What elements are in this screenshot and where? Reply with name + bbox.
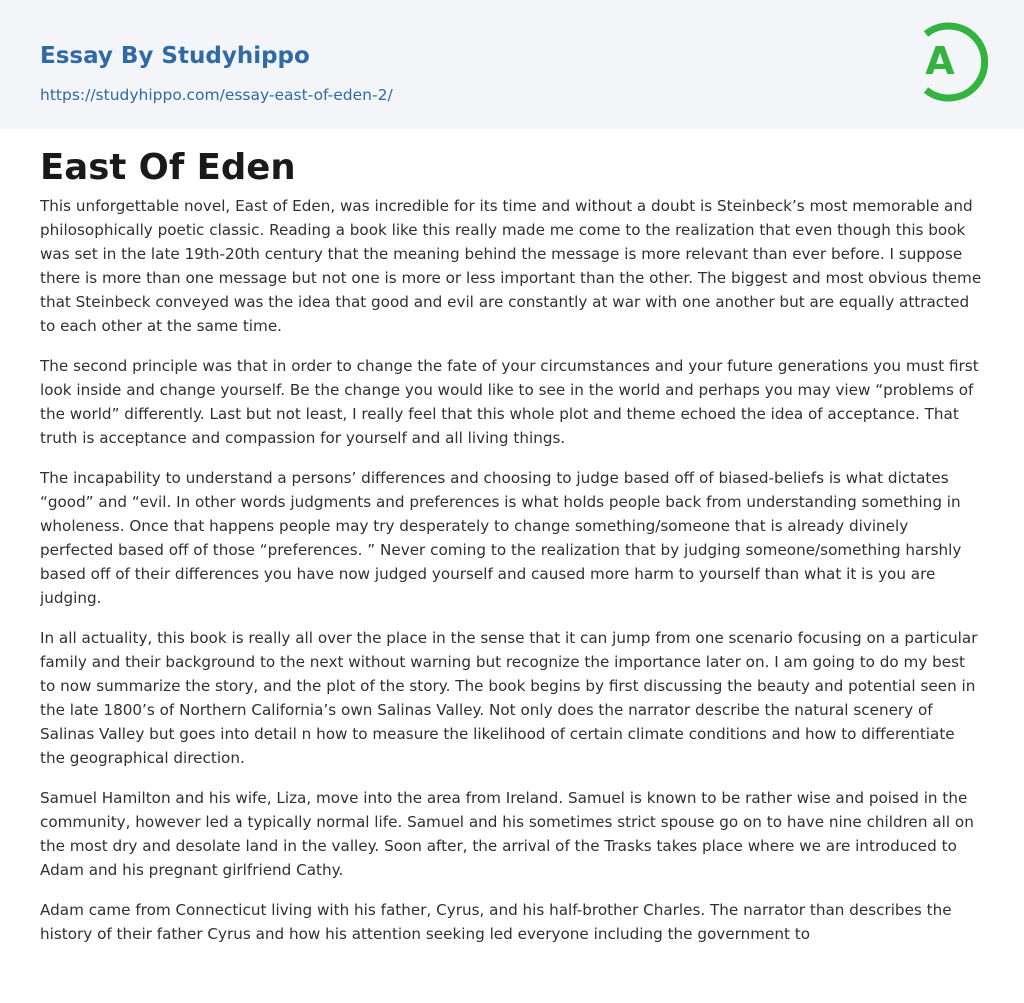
logo-letter-icon: A <box>925 39 955 83</box>
essay-paragraph: Adam came from Connecticut living with his father, Cyrus, and his half-brother Charles. The narrator than describes the history of their father Cyrus and how his attention seeking led everyone including the government to <box>40 901 952 943</box>
essay-title: East Of Eden <box>40 147 296 188</box>
studyhippo-logo[interactable] <box>908 18 988 106</box>
essay-paragraph: Samuel Hamilton and his wife, Liza, move into the area from Ireland. Samuel is known to be rather wise and poised in the community, however led a typically normal life. Samuel and his sometimes strict spouse go on to have nine children all on the most dry and desolate land in the valley. Soon after, the arrival of the Trasks takes place where we are introduced to Adam and his pregnant girlfriend Cathy. <box>40 789 974 879</box>
essay-paragraph: The second principle was that in order to change the fate of your circumstances and your future generations you must first look inside and change yourself. Be the change you would like to see in the world and perhaps you may view “problems of the world” differently. Last but not least, I really feel that this whole plot and theme echoed the idea of acceptance. That truth is acceptance and compassion for yourself and all living things. <box>40 357 979 447</box>
site-title[interactable]: Essay By Studyhippo <box>40 43 310 69</box>
essay-paragraph: This unforgettable novel, East of Eden, was incredible for its time and without a doubt is Steinbeck’s most memorable and philosophically poetic classic. Reading a book like this really made me come to the realization that even though this book was set in the late 19th-20th century that the meaning behind the message is more relevant than ever before. I suppose there is more than one message but not one is more or less important than the other. The biggest and most obvious theme that Steinbeck conveyed was the idea that good and evil are constantly at war with one another but are equally attracted to each other at the same time. <box>40 197 982 335</box>
essay-url-link[interactable]: https://studyhippo.com/essay-east-of-eden-2/ <box>40 86 393 104</box>
essay-paragraph: In all actuality, this book is really all over the place in the sense that it can jump from one scenario focusing on a particular family and their background to the next without warning but recognize the importance later on. I am going to do my best to now summarize the story, and the plot of the story. The book begins by first discussing the beauty and potential seen in the late 1800’s of Northern California’s own Salinas Valley. Not only does the narrator describe the natural scenery of Salinas Valley but goes into detail n how to measure the likelihood of certain climate conditions and how to differentiate the geographical direction. <box>40 629 978 767</box>
essay-paragraph: The incapability to understand a persons’ differences and choosing to judge based off of biased-beliefs is what dictates “good” and “evil. In other words judgments and preferences is what holds people back from understanding something in wholeness. Once that happens people may try desperately to change something/someone that is already divinely perfected based off of those “preferences. ” Never coming to the realization that by judging someone/something harshly based off of their differences you have now judged yourself and caused more harm to yourself than what it is you are judging. <box>40 469 962 607</box>
site-header <box>0 0 1024 129</box>
essay-body <box>40 194 984 1003</box>
